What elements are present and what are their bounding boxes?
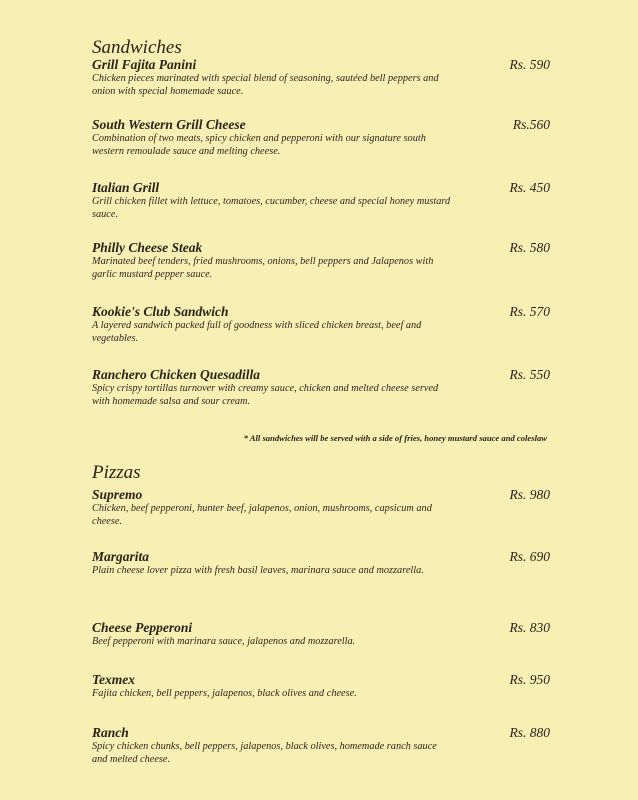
item-name: Kookie's Club Sandwich: [92, 304, 229, 319]
item-price: Rs. 550: [509, 367, 550, 382]
item-description: Spicy chicken chunks, bell peppers, jalapenos, black olives, homemade ranch sauce and melted cheese.: [92, 741, 437, 765]
item-price: Rs. 830: [509, 620, 550, 635]
item-price: Rs. 580: [509, 240, 550, 255]
item-price: Rs. 450: [509, 180, 550, 195]
item-description: Fajita chicken, bell peppers, jalapenos, black olives and cheese.: [92, 688, 357, 699]
menu-item-ranch: [92, 725, 550, 766]
menu-item-grill-fajita-panini: [92, 57, 550, 98]
menu-item-kookies-club-sandwich: [92, 304, 550, 345]
menu-item-margarita: [92, 549, 550, 578]
item-description: Grill chicken fillet with lettuce, tomatoes, cucumber, cheese and special honey mustard sauce.: [92, 196, 451, 220]
sandwiches-footnote: * All sandwiches will be served with a side of fries, honey mustard sauce and coleslaw: [243, 433, 547, 443]
item-description: Spicy crispy tortillas turnover with creamy sauce, chicken and melted cheese served with homemade salsa and sour cream.: [92, 383, 439, 407]
item-price: Rs.560: [512, 117, 550, 132]
item-name: Ranchero Chicken Quesadilla: [92, 367, 261, 382]
item-name: Italian Grill: [92, 180, 160, 195]
item-name: Margarita: [92, 549, 150, 564]
menu-item-philly-cheese-steak: [92, 240, 550, 281]
item-price: Rs. 570: [509, 304, 550, 319]
item-price: Rs. 590: [509, 57, 550, 72]
item-description: Beef pepperoni with marinara sauce, jalapenos and mozzarella.: [92, 636, 356, 647]
item-name: Philly Cheese Steak: [92, 240, 203, 255]
menu-item-south-western-grill-cheese: [92, 117, 550, 158]
item-description: A layered sandwich packed full of goodness with sliced chicken breast, beef and vegetables.: [92, 320, 422, 344]
item-price: Rs. 980: [509, 487, 550, 502]
menu-item-supremo: [92, 487, 550, 528]
item-name: Grill Fajita Panini: [92, 57, 197, 72]
item-name: Ranch: [92, 725, 129, 740]
item-description: Plain cheese lover pizza with fresh basil leaves, marinara sauce and mozzarella.: [92, 565, 424, 576]
menu-item-texmex: [92, 672, 550, 701]
item-description: Marinated beef tenders, fried mushrooms, onions, bell peppers and Jalapenos with garlic mustard pepper sauce.: [92, 256, 434, 280]
item-price: Rs. 880: [509, 725, 550, 740]
item-name: Supremo: [92, 487, 143, 502]
item-price: Rs. 950: [509, 672, 550, 687]
menu-item-italian-grill: [92, 180, 550, 221]
menu-item-ranchero-chicken-quesadilla: [92, 367, 550, 408]
item-name: Cheese Pepperoni: [92, 620, 193, 635]
sandwiches-heading: Sandwiches: [92, 37, 182, 58]
menu-item-cheese-pepperoni: [92, 620, 550, 649]
item-description: Combination of two meats, spicy chicken and pepperoni with our signature south western remoulade sauce and melting cheese.: [92, 133, 426, 157]
pizzas-heading: Pizzas: [92, 462, 141, 483]
item-description: Chicken pieces marinated with special blend of seasoning, sautéed bell peppers and onion with special homemade sauce.: [92, 73, 439, 97]
item-price: Rs. 690: [509, 549, 550, 564]
item-name: Texmex: [92, 672, 135, 687]
item-description: Chicken, beef pepperoni, hunter beef, jalapenos, onion, mushrooms, capsicum and cheese.: [92, 503, 432, 527]
item-name: South Western Grill Cheese: [92, 117, 246, 132]
